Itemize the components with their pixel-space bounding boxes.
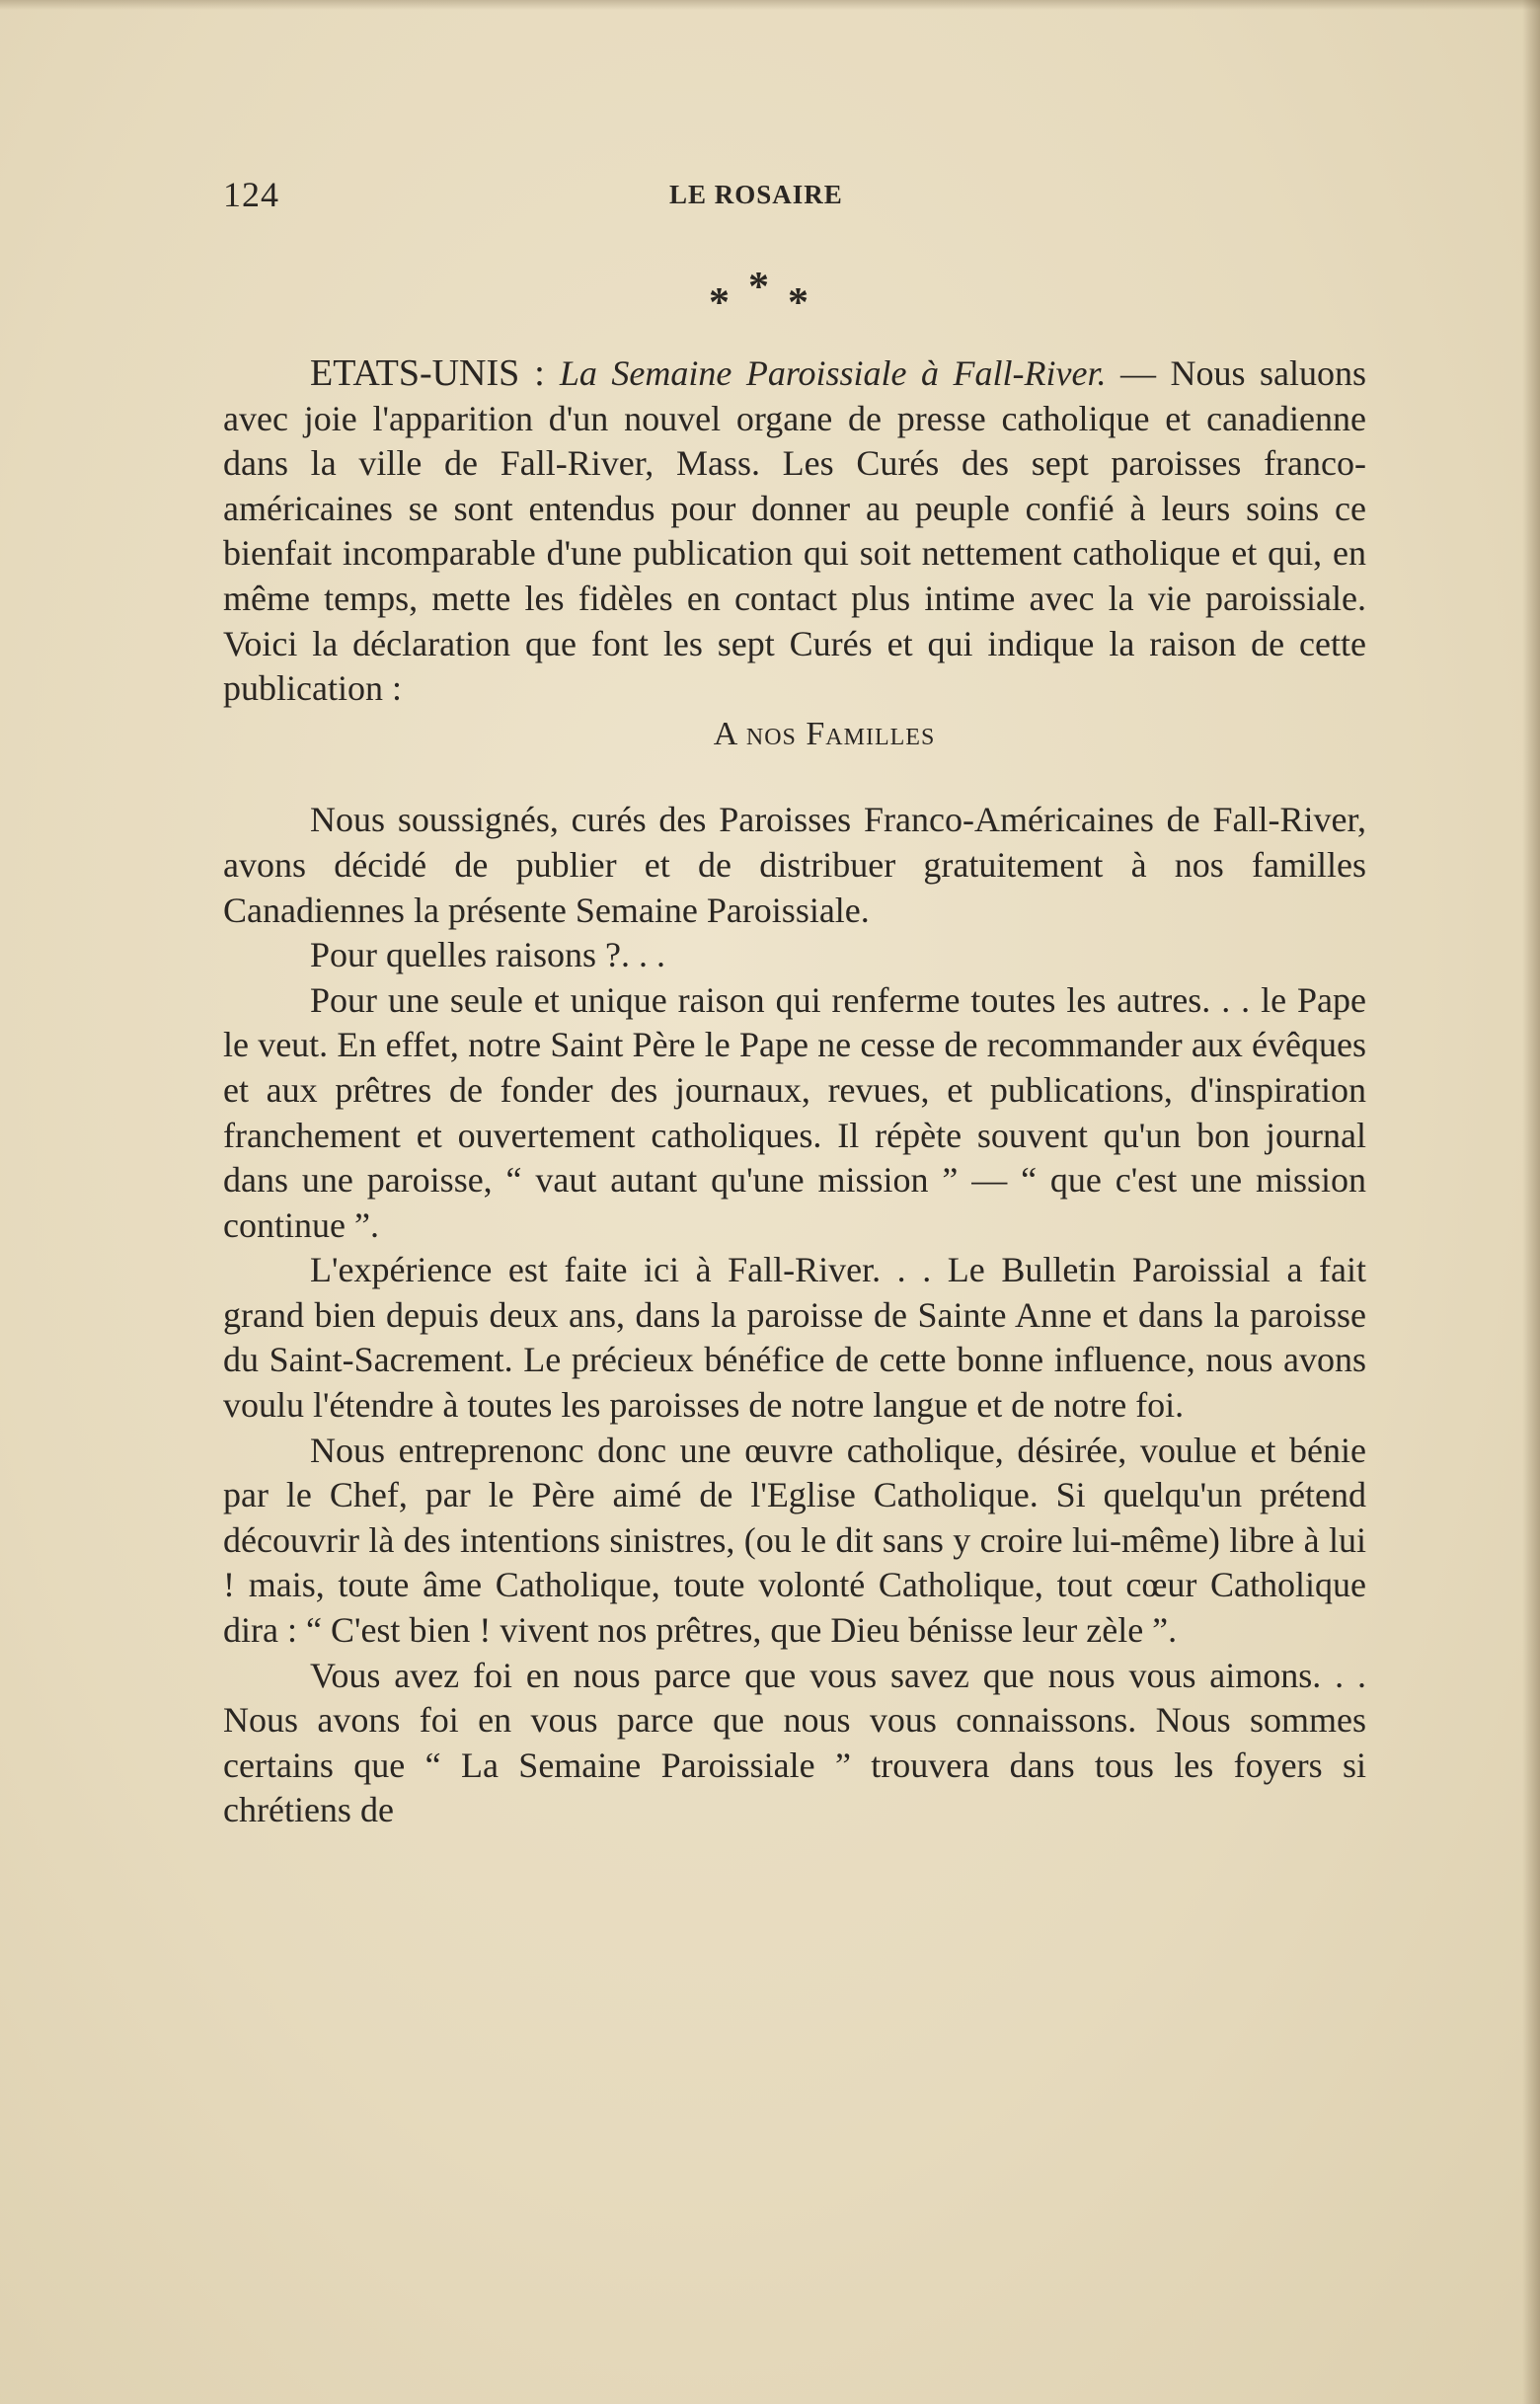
article-body [223,351,1366,1833]
body-paragraph: Nous soussignés, curés des Paroisses Franco-Américaines de Fall-River, avons décidé de publier et de distribuer gratuitement à nos familles Canadiennes la présente Semaine Paroissiale. [223,800,1366,930]
lead-title: La Semaine Paroissiale à Fall-River. [559,353,1107,393]
body-paragraph: L'expérience est faite ici à Fall-River. . . Le Bulletin Paroissial a fait grand bien depuis deux ans, dans la paroisse de Sainte Anne et dans la paroisse du Saint-Sacrement. Le précieux bénéfice de cette bonne influence, nous avons voulu l'étendre à toutes les paroisses de notre langue et de notre foi. [223,1250,1366,1426]
body-paragraph: Nous entreprenonc donc une œuvre catholique, désirée, voulue et bénie par le Chef, par le Père aimé de l'Eglise Catholique. Si quelqu'un prétend découvrir là des intentions sinistres, (ou le dit sans y croire lui-même) libre à lui ! mais, toute âme Catholique, toute volonté Catholique, tout cœur Catholique dira : “ C'est bien ! vivent nos prêtres, que Dieu bénisse leur zèle ”. [223,1430,1366,1651]
lead-heading: ETATS-UNIS : [310,352,560,394]
running-title: LE ROSAIRE [669,180,843,209]
lead-text: — Nous saluons avec joie l'apparition d'un nouvel organe de presse catholique et canadienne dans la ville de Fall-River, Mass. Les Curés des sept paroisses franco-américaines se sont entendus pour donner au peuple confié à leurs soins ce bienfait incomparable d'une publication qui soit nettement catholique et qui, en même temps, mette les fidèles en contact plus intime avec la vie paroissiale. Voici la déclaration que font les sept Curés et qui indique la raison de cette publication : [223,353,1367,709]
asterisk-glyph: * [788,280,808,326]
body-paragraph: Pour quelles raisons ?. . . [310,935,665,975]
asterisk-glyph: * [748,265,769,310]
asterisk-glyph: * [709,280,730,326]
section-heading: A nos Familles [713,715,936,752]
page-edge-shadow [1522,0,1540,2404]
body-paragraph: Vous avez foi en nous parce que vous savez que nous vous aimons. . . Nous avons foi en vous parce que nous vous connaissons. Nous sommes certains que “ La Semaine Paroissiale ” trouvera dans tous les foyers si chrétiens de [223,1655,1366,1830]
page-header [223,174,865,221]
lead-paragraph [223,351,1366,712]
body-paragraph: Pour une seule et unique raison qui renferme toutes les autres. . . le Pape le veut. En effet, notre Saint Père le Pape ne cesse de recommander aux évêques et aux prêtres de fonder des journaux, revues, et publications, d'inspiration franchement et ouvertement catholiques. Il répète souvent qu'un bon journal dans une paroisse, “ vaut autant qu'une mission ” — “ que c'est une mission continue ”. [223,979,1366,1245]
page-number: 124 [223,175,279,214]
page-top-shadow [0,0,1540,10]
section-separator-asterism [701,265,819,324]
